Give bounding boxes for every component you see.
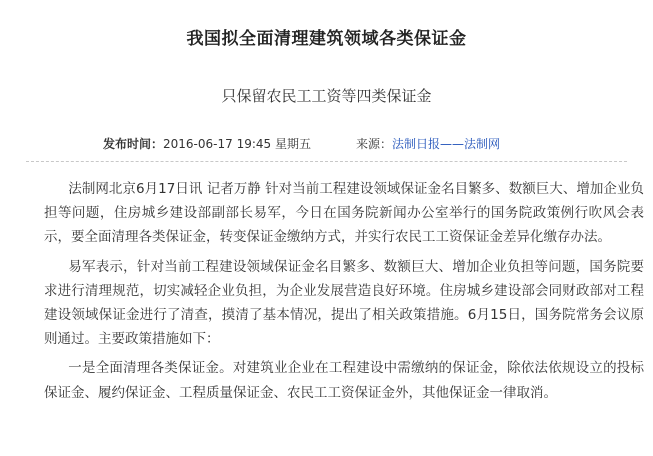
- source-link[interactable]: 法制日报——法制网: [392, 137, 501, 151]
- article-paragraph: 法制网北京6月17日讯 记者万静 针对当前工程建设领域保证金名目繁多、数额巨大、增加企业负担等问题，住房城乡建设部副部长易军，今日在国务院新闻办公室举行的国务院政策例行吹风会表示，要全面清理各类保证金，转变保证金缴纳方式，并实行农民工工资保证金差异化缴存办法。: [44, 181, 644, 246]
- article-paragraph: 一是全面清理各类保证金。对建筑业企业在工程建设中需缴纳的保证金，除依法依规设立的投标保证金、履约保证金、工程质量保证金、农民工工资保证金外，其他保证金一律取消。: [44, 360, 644, 401]
- publish-info: [103, 135, 311, 152]
- publish-time-label: 发布时间：: [103, 137, 164, 151]
- source-info: [356, 135, 500, 152]
- meta-divider: [26, 161, 627, 162]
- article-headline: 我国拟全面清理建筑领域各类保证金: [186, 29, 467, 49]
- article-subhead: 只保留农民工工资等四类保证金: [221, 87, 432, 105]
- source-label: 来源：: [356, 137, 393, 151]
- article-paragraph: 易军表示，针对当前工程建设领域保证金名目繁多、数额巨大、增加企业负担等问题，国务院要求进行清理规范，切实减轻企业负担，为企业发展营造良好环境。住房城乡建设部会同财政部对工程建设领域保证金进行了清查，摸清了基本情况，提出了相关政策措施。6月15日，国务院常务会议原则通过。主要政策措施如下：: [44, 258, 644, 348]
- publish-time-value: 2016-06-17 19:45 星期五: [163, 137, 311, 151]
- article-body: [44, 177, 644, 410]
